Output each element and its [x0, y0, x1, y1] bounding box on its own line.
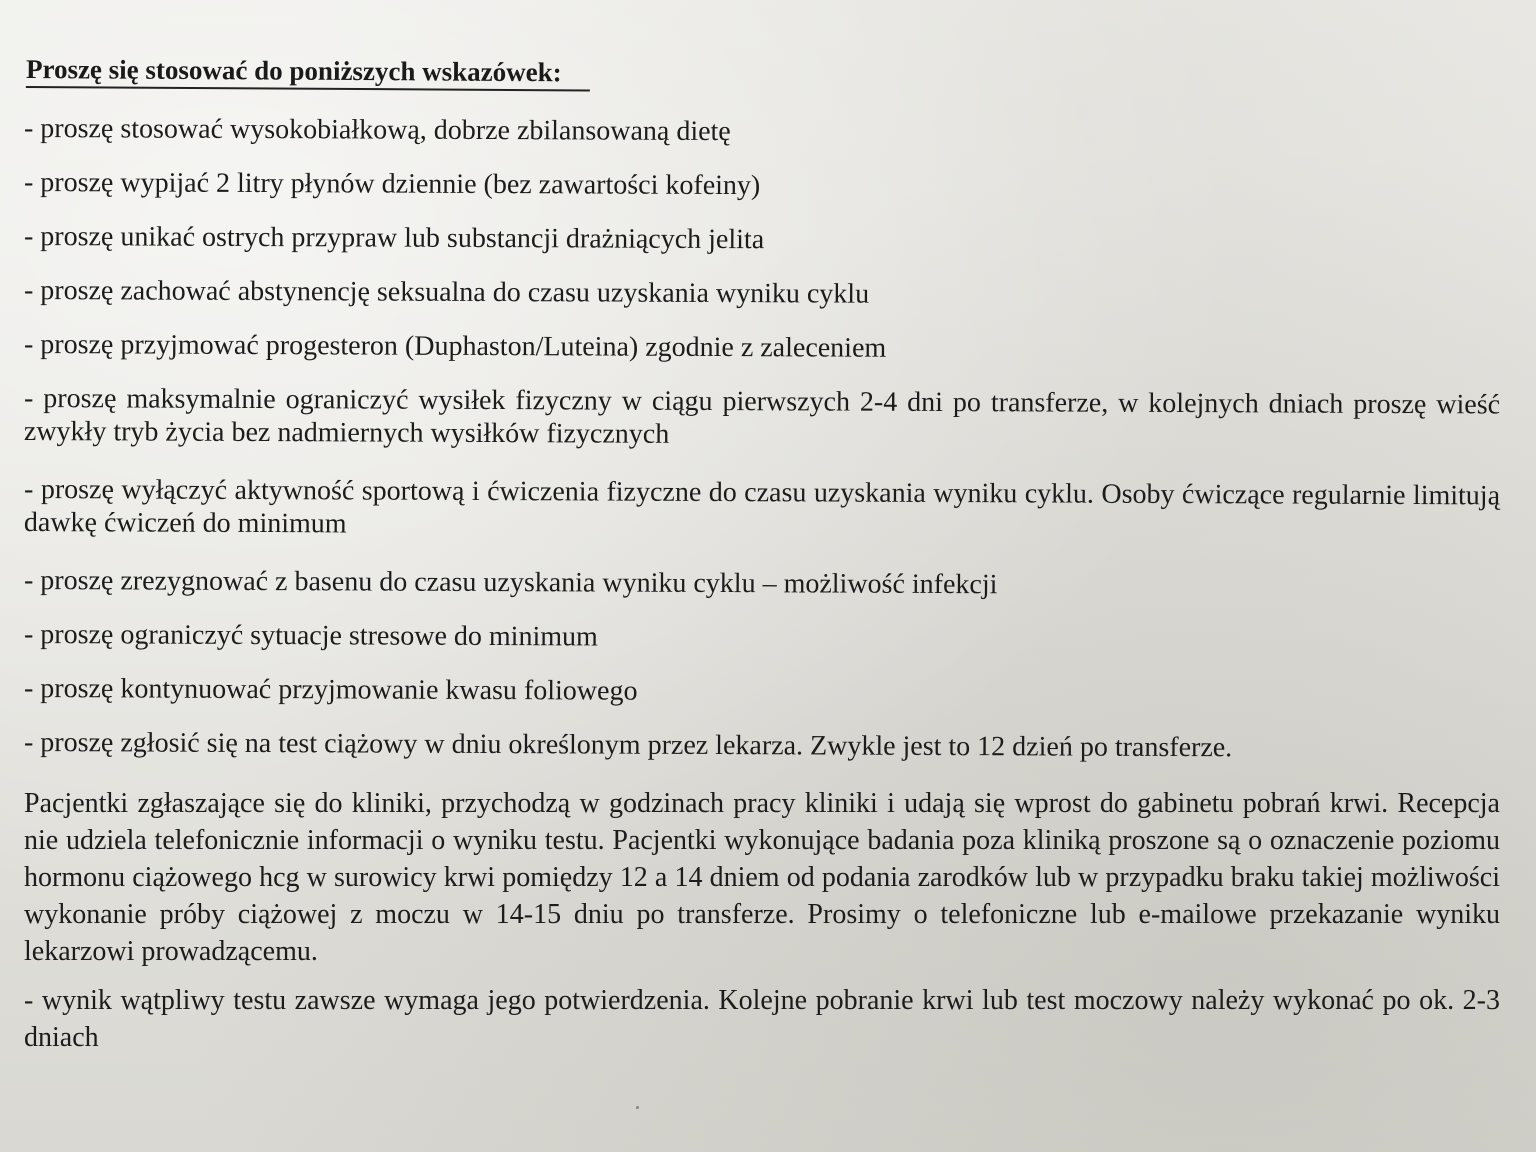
instruction-fluids: - proszę wypijać 2 litry płynów dziennie (bez zawartości kofeiny) — [23, 167, 761, 202]
instruction-diet: - proszę stosować wysokobiałkową, dobrze zbilansowaną dietę — [23, 113, 731, 148]
instruction-spices: - proszę unikać ostrych przypraw lub substancji drażniących jelita — [23, 221, 765, 256]
instruction-pregnancy-test: - proszę zgłosić się na test ciążowy w dniu określonym przez lekarza. Zwykle jest to 12 dzień po transferze. — [23, 727, 1233, 764]
instruction-abstinence: - proszę zachować abstynencję seksualna do czasu uzyskania wyniku cyklu — [23, 275, 870, 310]
instruction-pool: - proszę zrezygnować z basenu do czasu uzyskania wyniku cyklu – możliwość infekcji — [23, 565, 998, 601]
instruction-progesterone: - proszę przyjmować progesteron (Duphaston/Luteina) zgodnie z zaleceniem — [23, 329, 887, 364]
document-content — [24, 52, 1500, 1056]
paper-speck — [636, 1106, 639, 1109]
clinic-paragraph: Pacjentki zgłaszające się do kliniki, przychodzą w godzinach pracy kliniki i udają się wprost do gabinetu pobrań krwi. Recepcja nie udziela telefonicznie informacji o wyniku testu. Pacjentki wykonujące badania poza kliniką proszone są o oznaczenie poziomu hormonu ciążowego hcg w surowicy krwi pomiędzy 12 a 14 dniem od podania zarodków lub w przypadku braku takiej możliwości wykonanie próby ciążowej z moczu w 14-15 dniu po transferze. Prosimy o telefoniczne lub e-mailowe przekazanie wyniku lekarzowi prowadzącemu. — [24, 788, 1500, 967]
instruction-sport: - proszę wyłączyć aktywność sportową i ćwiczenia fizyczne do czasu uzyskania wyniku cyklu. Osoby ćwiczące regularnie limitują dawkę ćwiczeń do minimum — [23, 474, 1501, 540]
instruction-physical-effort: - proszę maksymalnie ograniczyć wysiłek fizyczny w ciągu pierwszych 2-4 dni po transferze, w kolejnych dniach proszę wieść zwykły tryb życia bez nadmiernych wysiłków fizycznych — [23, 383, 1501, 450]
instruction-stress: - proszę ograniczyć sytuacje stresowe do minimum — [23, 619, 598, 653]
instructions-list — [23, 112, 1501, 764]
document-heading: Proszę się stosować do poniższych wskazówek: — [26, 52, 590, 91]
instruction-folic-acid: - proszę kontynuować przyjmowanie kwasu foliowego — [23, 673, 638, 707]
doubtful-result-note: - wynik wątpliwy testu zawsze wymaga jego potwierdzenia. Kolejne pobranie krwi lub test moczowy należy wykonać po ok. 2-3 dniach — [24, 985, 1500, 1053]
